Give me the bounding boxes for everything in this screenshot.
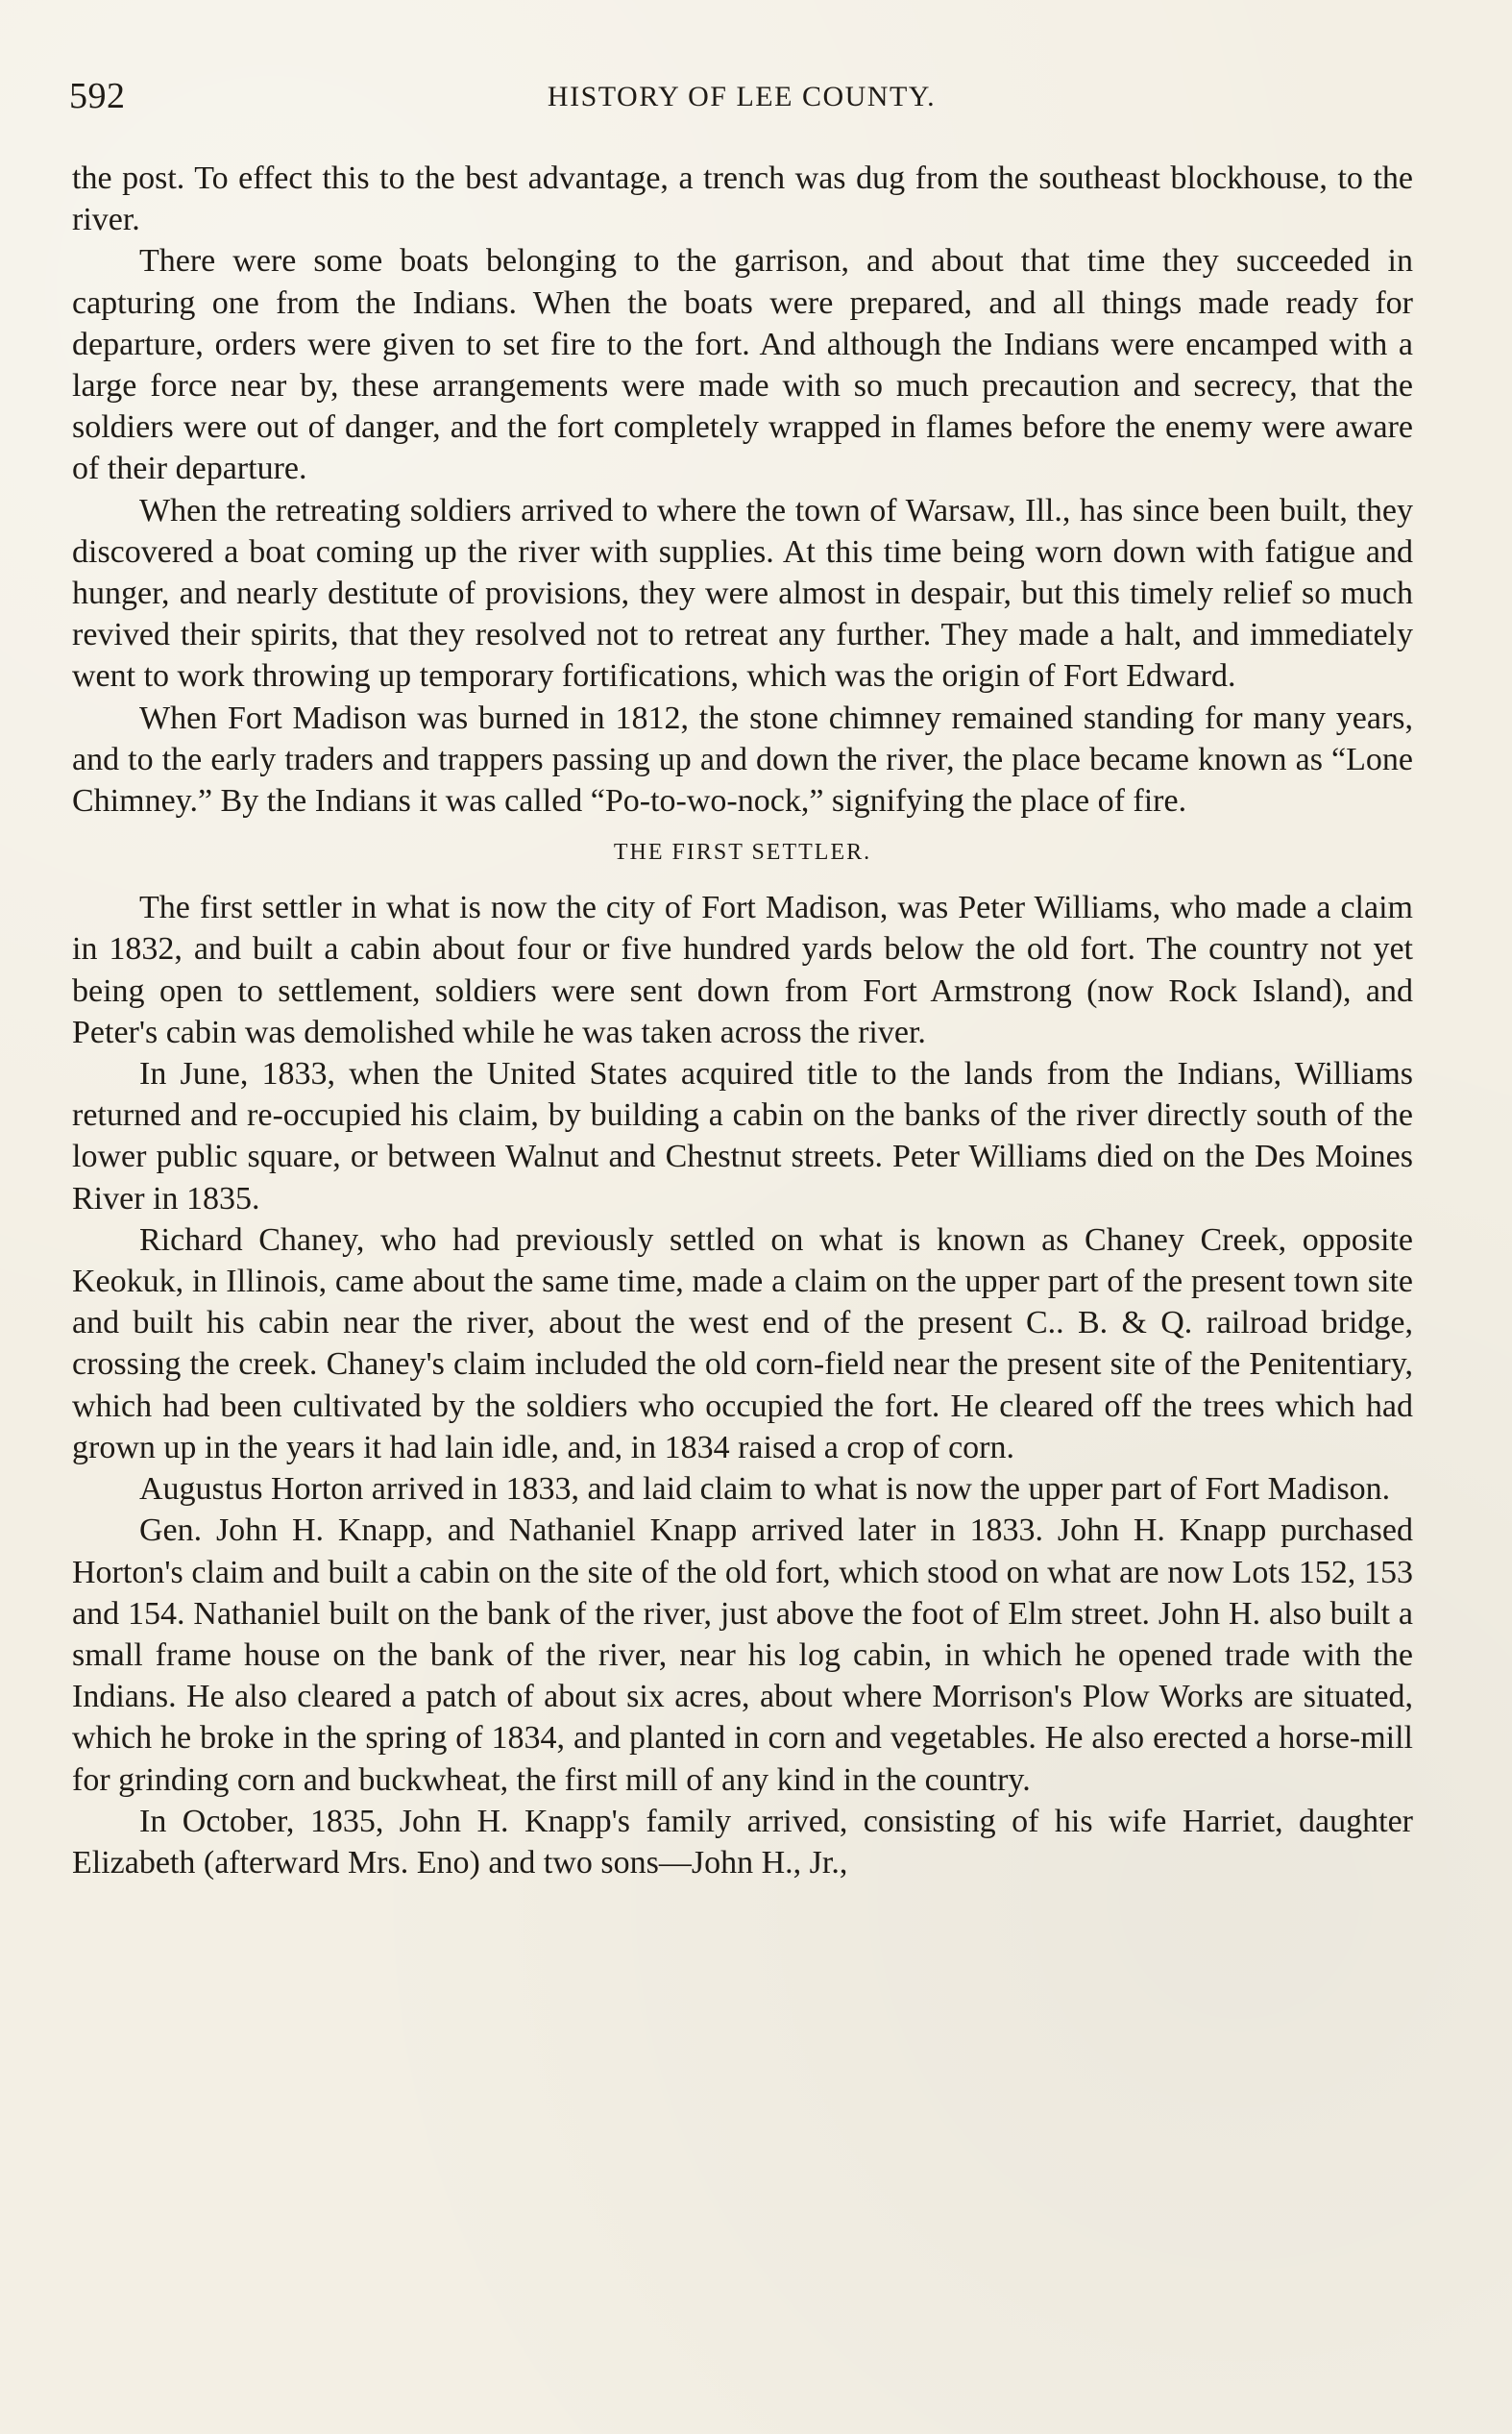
page-header bbox=[69, 75, 1414, 119]
paragraph-continuation: the post. To effect this to the best advantage, a trench was dug from the southeast blockhouse, to the river. bbox=[72, 160, 1413, 238]
paragraph-richard-chaney: Richard Chaney, who had previously settled on what is known as Chaney Creek, opposite Keokuk, in Illinois, came about the same time, made a claim on the upper part of the present town site and built his cabin near the river, about the west end of the present C.. B. & Q. railroad bridge, crossing the creek. Chaney's claim included the old corn-field near the present site of the Penitentiary, which had been cultivated by the soldiers who occupied the fort. He cleared off the trees which had grown up in the years it had lain idle, and, in 1834 raised a crop of corn. bbox=[72, 1221, 1413, 1465]
paragraph-boats: There were some boats belonging to the garrison, and about that time they succeeded in capturing one from the Indians. When the boats were prepared, and all things made ready for departure, orders were given to set fire to the fort. And although the Indians were encamped with a large force near by, these arrangements were made with so much precaution and secrecy, that the soldiers were out of danger, and the fort completely wrapped in flames before the enemy were aware of their departure. bbox=[72, 243, 1413, 487]
paragraph-peter-williams: The first settler in what is now the city of Fort Madison, was Peter Williams, who made a claim in 1832, and built a cabin about four or five hundred yards below the old fort. The country not yet being open to settlement, soldiers were sent down from Fort Armstrong (now Rock Island), and Peter's cabin was demolished while he was taken across the river. bbox=[72, 890, 1413, 1050]
paragraph-knapp-arrival: Gen. John H. Knapp, and Nathaniel Knapp arrived later in 1833. John H. Knapp purchased Horton's claim and built a cabin on the site of the old fort, which stood on what are now Lots 152, 153 and 154. Nathaniel built on the bank of the river, just above the foot of Elm street. John H. also built a small frame house on the bank of the river, near his log cabin, in which he opened trade with the Indians. He also cleared a patch of about six acres, about where Morrison's Plow Works are situated, which he broke in the spring of 1834, and planted in corn and vegetables. He also erected a horse-mill for grinding corn and buckwheat, the first mill of any kind in the country. bbox=[72, 1512, 1413, 1798]
running-head: HISTORY OF LEE COUNTY. bbox=[547, 81, 937, 112]
page-body bbox=[72, 158, 1413, 1883]
section-heading: THE FIRST SETTLER. bbox=[613, 840, 872, 866]
paragraph-augustus-horton: Augustus Horton arrived in 1833, and laid claim to what is now the upper part of Fort Madison. bbox=[139, 1471, 1391, 1508]
page-number: 592 bbox=[69, 76, 126, 116]
paragraph-fort-edward: When the retreating soldiers arrived to where the town of Warsaw, Ill., has since been built, they discovered a boat coming up the river with supplies. At this time being worn down with fatigue and hunger, and nearly destitute of provisions, they were almost in despair, but this timely relief so much revived their spirits, that they resolved not to retreat any further. They made a halt, and immediately went to work throwing up temporary fortifications, which was the origin of Fort Edward. bbox=[72, 492, 1413, 695]
paragraph-williams-returned: In June, 1833, when the United States acquired title to the lands from the Indians, Williams returned and re-occupied his claim, by building a cabin on the banks of the river directly south of the lower public square, or between Walnut and Chestnut streets. Peter Williams died on the Des Moines River in 1835. bbox=[72, 1056, 1413, 1217]
paragraph-knapp-family: In October, 1835, John H. Knapp's family arrived, consisting of his wife Harriet, daughter Elizabeth (afterward Mrs. Eno) and two sons—John H., Jr., bbox=[72, 1803, 1413, 1881]
paragraph-lone-chimney: When Fort Madison was burned in 1812, the stone chimney remained standing for many years, and to the early traders and trappers passing up and down the river, the place became known as “Lone Chimney.” By the Indians it was called “Po-to-wo-nock,” signifying the place of fire. bbox=[72, 700, 1413, 820]
